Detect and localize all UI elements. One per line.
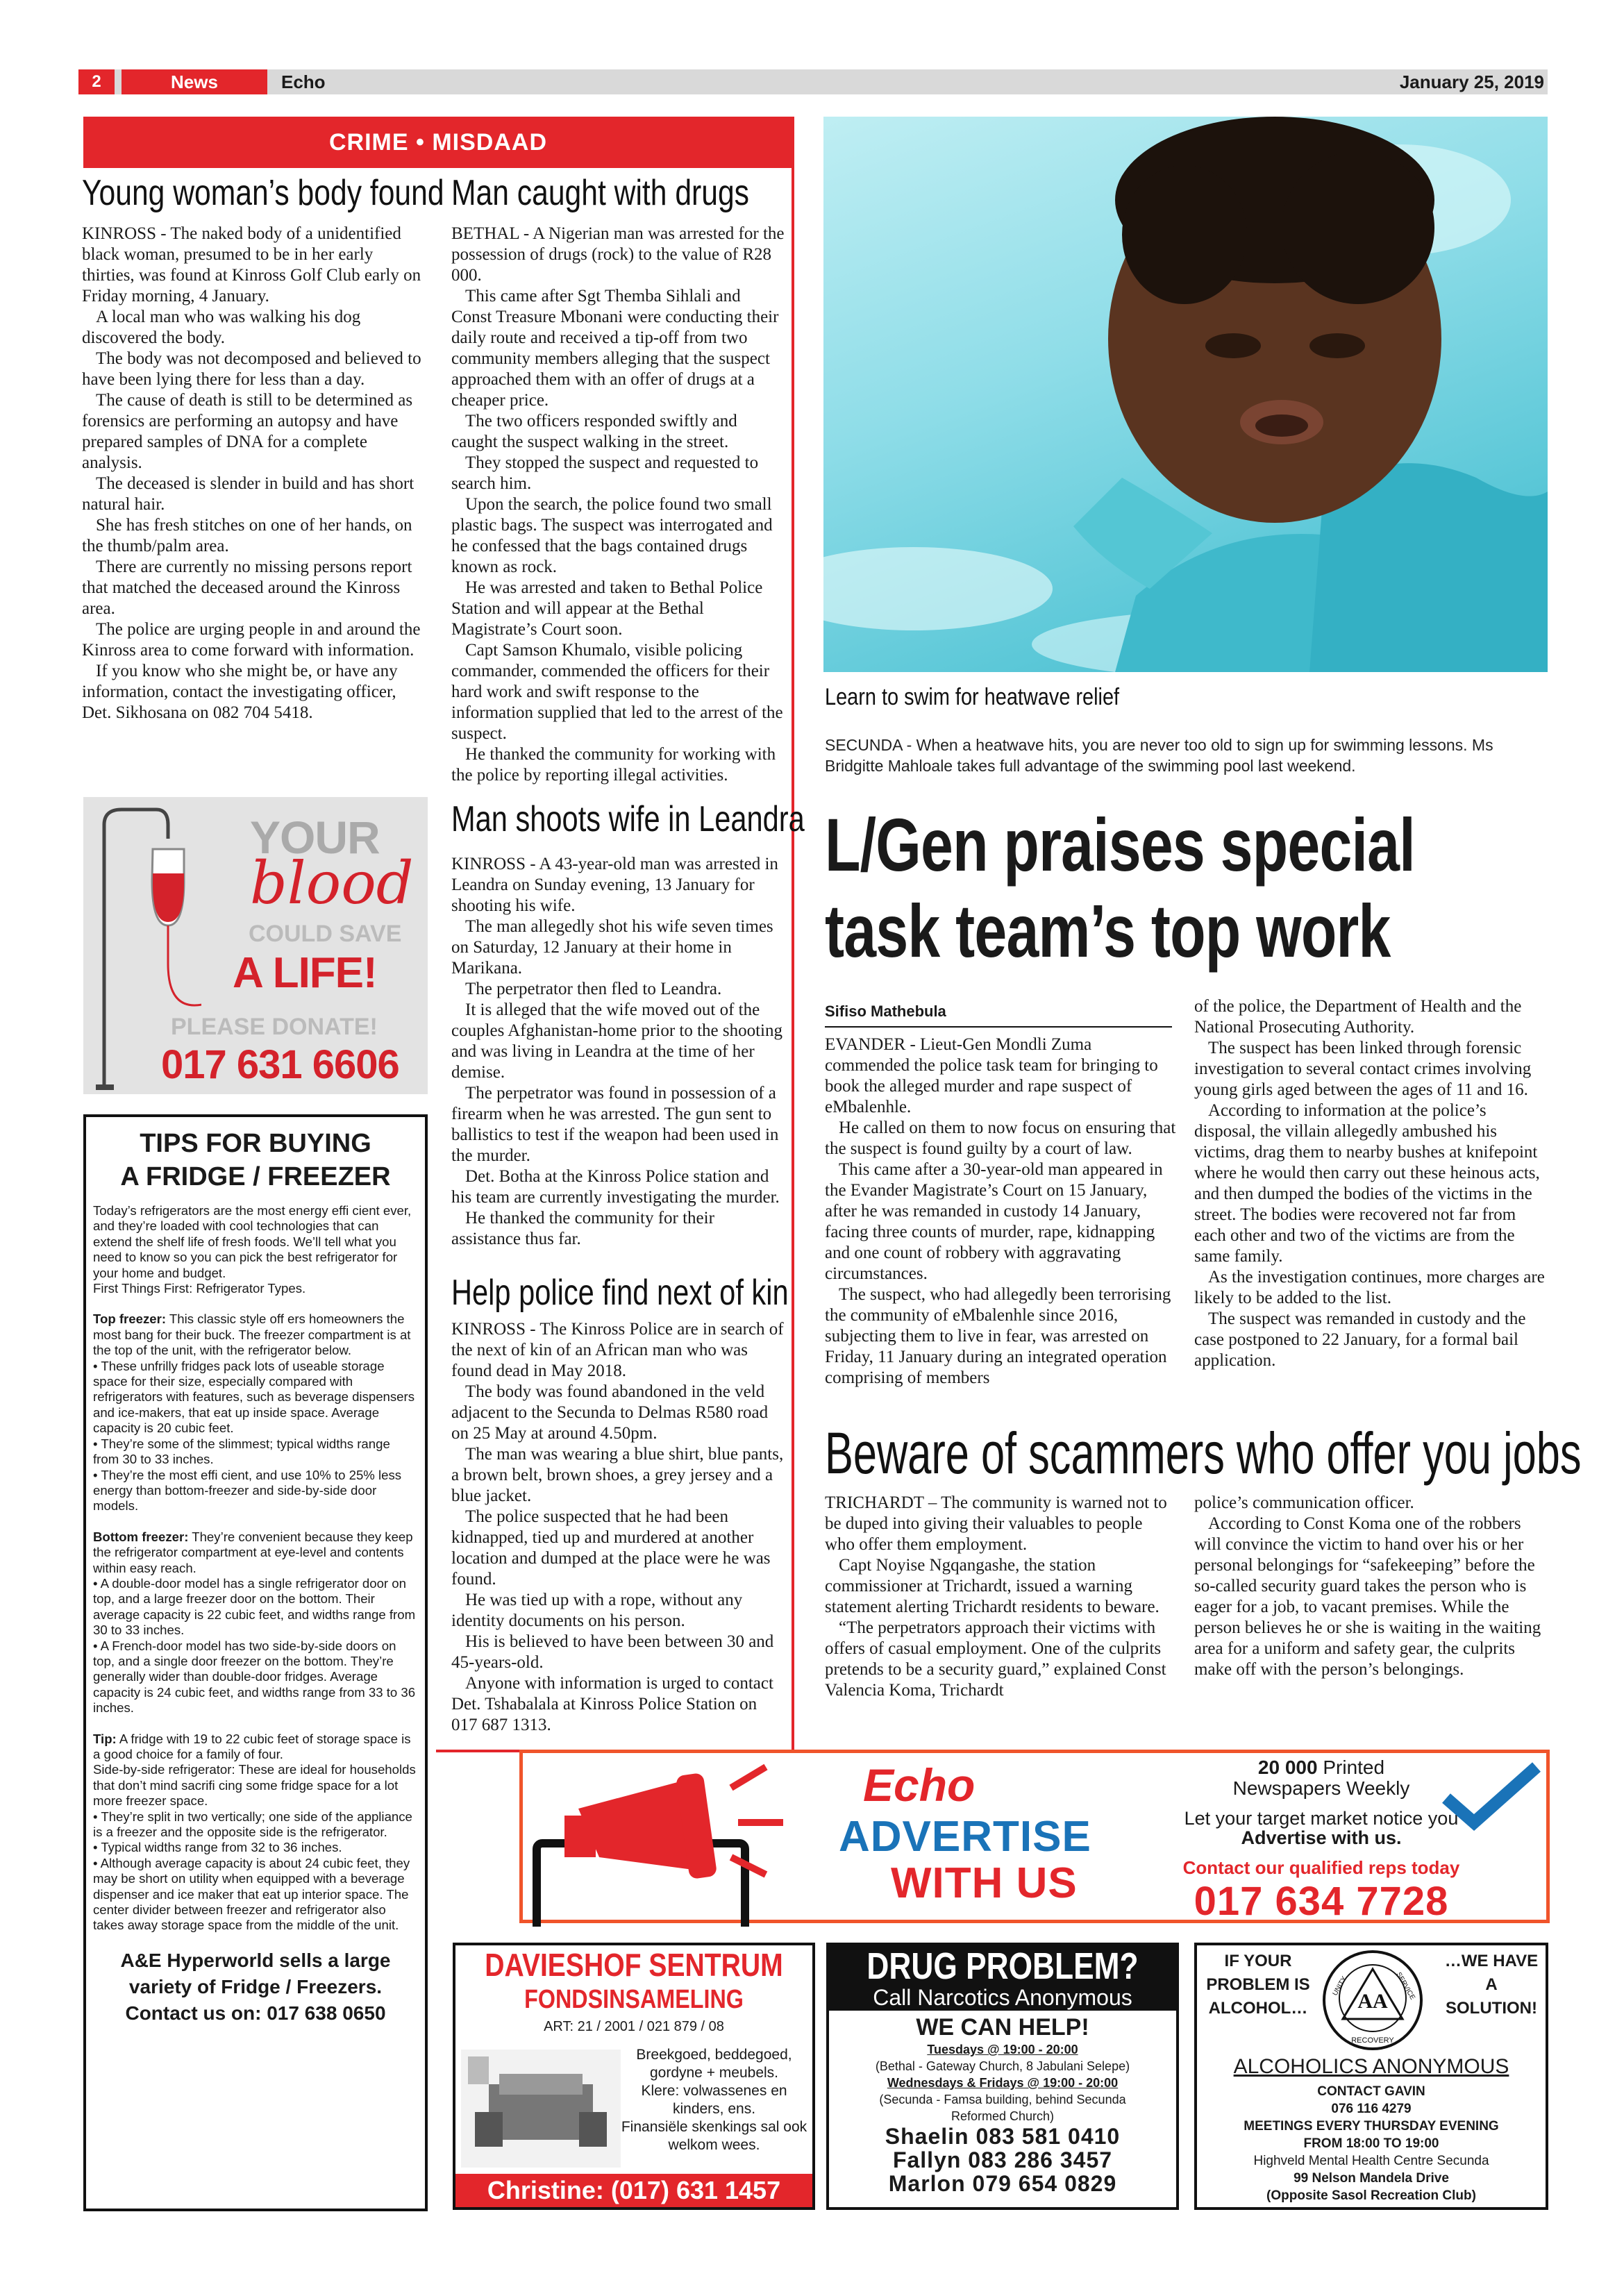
article-title-body-found: Young woman’s body found	[82, 173, 444, 213]
lgen-byline: Sifiso Mathebula	[825, 1003, 1172, 1028]
davieshof-ad	[453, 1943, 815, 2210]
svg-text:RECOVERY: RECOVERY	[1351, 2036, 1394, 2045]
article-shoots-wife: KINROSS - A 43-year-old man was arrested in Leandra on Sunday evening, 13 January for shooting his wife. The man allegedly shot his wife seven times on Saturday, 12 January at their home in Marikana. The perpetrator then fled to Leandra. It is alleged that the wife moved out of the couples Afghanistan-home prior to the shooting and was living in Leandra at the time of her demise. The perpetrator was found in possession of a firearm when he was arrested. The gun sent to ballistics to test if the weapon had been used in the murder. Det. Botha at the Kinross Police station and his team are currently investigating the murder. He thanked the community for their assistance thus far.	[451, 855, 783, 1248]
echo-ad-advertise: ADVERTISE	[839, 1813, 1091, 1861]
davieshof-title: DAVIESHOF SENTRUM	[485, 1947, 783, 1983]
scammers-column-2: police’s communication officer. According to Const Koma one of the robbers will convince the victim to hand over his or her personal belongings for “safekeeping” before the so-called security guard takes the person who is eager for a job, to vacant premises. While the person believes he or she is waiting in the waiting area for a uniform and safety gear, the culprits make off with the person’s belongings.	[1194, 1493, 1541, 1679]
crime-section-rule	[792, 117, 794, 1752]
fridge-tips-footer: A&E Hyperworld sells a large variety of Fridge / Freezers. Contact us on: 017 638 0650	[120, 1949, 391, 2024]
svg-text:UNITY: UNITY	[1331, 1975, 1349, 1997]
crime-banner: CRIME • MISDAAD	[83, 117, 793, 168]
blood-ad-your: YOUR	[250, 812, 380, 863]
blood-donation-ad	[83, 797, 428, 1094]
fridge-tips-body: Today’s refrigerators are the most energy effi cient ever, and they’re loaded with cool technologies that can extend the shelf life of fresh foods. We’ll tell what you need to know so you can pick the best refrigerator for your home and budget. First Things First: Refrigerator Types. Top freezer: This classic style off ers homeowners the most bang for their buck. The freezer compartment is at the top of the unit, with the refrigerator below. • These unfrilly fridges pack lots of useable storage space for their size, especially compared with refrigerators with features, such as beverage dispensers and ice-makers, that eat up inside space. Average capacity is 20 cubic feet. • They’re some of the slimmest; typical widths range from 30 to 33 inches. • They’re the most effi cient, and use 10% to 25% less energy than bottom-freezer and side-by-side door models. Bottom freezer: They’re convenient because they keep the refrigerator compartment at eye-level and contents within easy reach. • A double-door model has a single refrigerator door on top, and a large freezer door on the bottom. Their average capacity is 22 cubic feet, and widths range from 30 to 33 inches. • A French-door model has two side-by-side doors on top, and a single door freezer on the bottom. They’re generally wider than double-door fridges. Average capacity is 24 cubic feet, and widths range from 33 to 36 inches. Tip: A fridge with 19 to 22 cubic feet of storage space is a good choice for a family of four. Side-by-side refrigerator: These are ideal for households that don’t mind sacrifi cing some fridge space for a lot more freezer space. • They’re split in two vertically; one side of the appliance is a freezer and the opposite side is the refrigerator. • Typical widths range from 32 to 36 inches. • Although average capacity is about 24 cubic feet, they may be short on utility when equipped with a beverage dispenser and ice maker that eat up interior space. The center divider between freezer and refrigerator also takes away storage space from the middle of the unit.	[93, 1203, 416, 1933]
alcoholics-anonymous-ad	[1194, 1943, 1548, 2210]
svg-text:SERVICE: SERVICE	[1394, 1971, 1416, 2002]
article-body-found: KINROSS - The naked body of a unidentified black woman, presumed to be in her early thirties, was found at Kinross Golf Club early on Friday morning, 4 January. A local man who was walking his dog discovered the body. The body was not decomposed and believed to have been lying there for less than a day. The cause of death is still to be determined as forensics are performing an autopsy and have prepared samples of DNA for a complete analysis. The deceased is slender in build and has short natural hair. She has fresh stitches on one of her hands, on the thumb/palm area. There are currently no missing persons report that matched the deceased around the Kinross area. The police are urging people in and around the Kinross area to come forward with information. If you know who she might be, or have any information, contact the investigating officer, Det. Sikhosana on 082 704 5418.	[82, 224, 421, 722]
photo-caption-title: Learn to swim for heatwave relief	[825, 684, 1120, 710]
article-title-shoots-wife: Man shoots wife in Leandra	[451, 799, 805, 839]
na-header: DRUG PROBLEM? Call Narcotics Anonymous	[829, 1945, 1176, 2011]
na-schedule: Tuesdays @ 19:00 - 20:00 (Bethal - Gateway Church, 8 Jabulani Selepe) Wednesdays & Fridays @ 19:00 - 20:00 (Secunda - Famsa building, behind Secunda Reformed Church)	[875, 2043, 1130, 2123]
article-title-next-of-kin: Help police find next of kin	[451, 1273, 789, 1313]
aa-right-text: …WE HAVE A SOLUTION!	[1444, 1952, 1539, 2018]
echo-ad-phone: 017 634 7728	[1194, 1879, 1449, 1924]
section-label: News	[122, 69, 267, 94]
blood-ad-could-save: COULD SAVE	[249, 921, 402, 947]
issue-date: January 25, 2019	[1399, 72, 1544, 92]
lgen-column-1: EVANDER - Lieut-Gen Mondli Zuma commended the police task team for bringing to book the alleged murder and rape suspect of eMbalenhle. He called on them to now focus on ensuring that the suspect is found guilty by a court of law. This came after a 30-year-old man appeared in the Evander Magistrate’s Court on 15 January, after he was remanded in custody 14 January, facing three counts of murder, rape, kidnapping and one count of robbery with aggravating circumstances. The suspect, who had allegedly been terrorising the community of eMbalenhle since 2016, subjecting them to live in fear, was arrested on Friday, 11 January during an integrated operation comprising of members	[825, 1035, 1176, 1387]
echo-ad-target: Let your target market notice you Advertise with us.	[1184, 1808, 1459, 1848]
svg-text:AA: AA	[1357, 1990, 1388, 2013]
echo-advertise-ad	[519, 1750, 1550, 1923]
publication-name: Echo	[281, 72, 326, 92]
fridge-tips-title: TIPS FOR BUYING A FRIDGE / FREEZER	[120, 1129, 391, 1191]
blood-ad-blood: blood	[250, 849, 414, 917]
article-drugs: BETHAL - A Nigerian man was arrested for the possession of drugs (rock) to the value of R28 000. This came after Sgt Themba Sihlali and Const Treasure Mbonani were conducting their daily route and received a tip-off from two community members alleging that the suspect approached them with an offer of drugs at a cheaper price. The two officers responded swiftly and caught the suspect walking in the street. They stopped the suspect and requested to search him. Upon the search, the police found two small plastic bags. The suspect was interrogated and he confessed that the bags contained drugs known as rock. He was arrested and taken to Bethal Police Station and will appear at the Bethal Magistrate’s Court soon. Capt Samson Khumalo, visible policing commander, commended the officers for their hard work and swift response to the information supplied that led to the arrest of the suspect. He thanked the community for working with the police by reporting illegal activities.	[451, 224, 785, 785]
lgen-headline: L/Gen praises special task team’s top work	[825, 803, 1415, 973]
megaphone-screen-icon	[523, 1753, 849, 1927]
article-title-drugs: Man caught with drugs	[451, 173, 750, 213]
aa-logo-icon	[1321, 1948, 1425, 2052]
echo-ad-contact: Contact our qualified reps today	[1182, 1857, 1460, 1878]
blood-ad-phone: 017 631 6606	[161, 1042, 399, 1087]
photo-caption-text: SECUNDA - When a heatwave hits, you are never too old to sign up for swimming lessons. Ms Bridgitte Mahloale takes full advantage of the swimming pool last weekend.	[825, 736, 1493, 775]
davieshof-art: ART: 21 / 2001 / 021 879 / 08	[544, 2019, 724, 2034]
swimmer-photo	[823, 117, 1548, 672]
davieshof-footer: Christine: (017) 631 1457	[455, 2174, 812, 2207]
na-help: WE CAN HELP!	[916, 2014, 1089, 2041]
blood-ad-please-donate: PLEASE DONATE!	[171, 1014, 378, 1040]
davieshof-subtitle: FONDSINSAMELING	[524, 1985, 744, 2014]
blood-ad-a-life: A LIFE!	[233, 949, 377, 997]
aa-details: CONTACT GAVIN 076 116 4279 MEETINGS EVERY THURSDAY EVENING FROM 18:00 TO 19:00 Highveld Mental Health Centre Secunda 99 Nelson Mandela Drive (Opposite Sasol Recreation Club)	[1244, 2084, 1499, 2203]
lgen-column-2: of the police, the Department of Health and the National Prosecuting Authority. The suspect has been linked through forensic investigation to several contact crimes involving young girls aged between the ages of 11 and 16. According to information at the police’s disposal, the villain allegedly ambushed his victims, drag them to nearby bushes at knifepoint where he would then carry out these heinous acts, and then dumped the bodies of the victims in the street. The bodies were recovered not far from each other and two of the victims are from the same family. As the investigation continues, more charges are likely to be added to the list. The suspect was remanded in custody and the case postponed to 22 January, for a formal bail application.	[1194, 997, 1545, 1370]
furniture-image	[461, 2050, 621, 2168]
article-next-of-kin: KINROSS - The Kinross Police are in search of the next of kin of an African man who was found dead in May 2018. The body was found abandoned in the veld adjacent to the Secunda to Delmas R580 road on 25 May at around 4.50pm. The man was wearing a blue shirt, blue pants, a brown belt, brown shoes, a grey jersey and a blue jacket. The police suspected that he had been kidnapped, tied up and murdered at another location and dumped at the place were he was found. He was tied up with a rope, without any identity documents on his person. His is believed to have been between 30 and 45-years-old. Anyone with information is urged to contact Det. Tshabalala at Kinross Police Station on 017 687 1313.	[451, 1320, 784, 1734]
narcotics-anonymous-ad	[826, 1943, 1179, 2210]
aa-left-text: IF YOUR PROBLEM IS ALCOHOL…	[1206, 1952, 1310, 2018]
scammers-headline: Beware of scammers who offer you jobs	[825, 1421, 1582, 1486]
checkmark-icon	[1439, 1760, 1543, 1836]
echo-ad-echo: Echo	[863, 1759, 976, 1811]
scammers-column-1: TRICHARDT – The community is warned not to be duped into giving their valuables to people who offer them employment. Capt Noyise Ngqangashe, the station commissioner at Trichardt, issued a warning statement alerting Trichardt residents to beware. “The perpetrators approach their victims with offers of casual employment. One of the culprits pretends to be a security guard,” explained Const Valencia Koma, Trichardt	[825, 1493, 1167, 1700]
na-contacts: Shaelin 083 581 0410 Fallyn 083 286 3457 Marlon 079 654 0829	[885, 2124, 1121, 2196]
swimmer-illustration	[823, 117, 1548, 672]
echo-ad-printed: 20 000 Printed Newspapers Weekly	[1232, 1757, 1410, 1799]
fridge-tips-box	[83, 1114, 428, 2211]
davieshof-details: Breekgoed, beddegoed, gordyne + meubels. Klere: volwassenes en kinders, ens. Finansiële skenkings sal ook welkom wees.	[621, 2047, 807, 2153]
aa-title: ALCOHOLICS ANONYMOUS	[1233, 2055, 1509, 2078]
echo-ad-with-us: WITH US	[891, 1859, 1078, 1907]
page-number: 2	[78, 69, 115, 94]
